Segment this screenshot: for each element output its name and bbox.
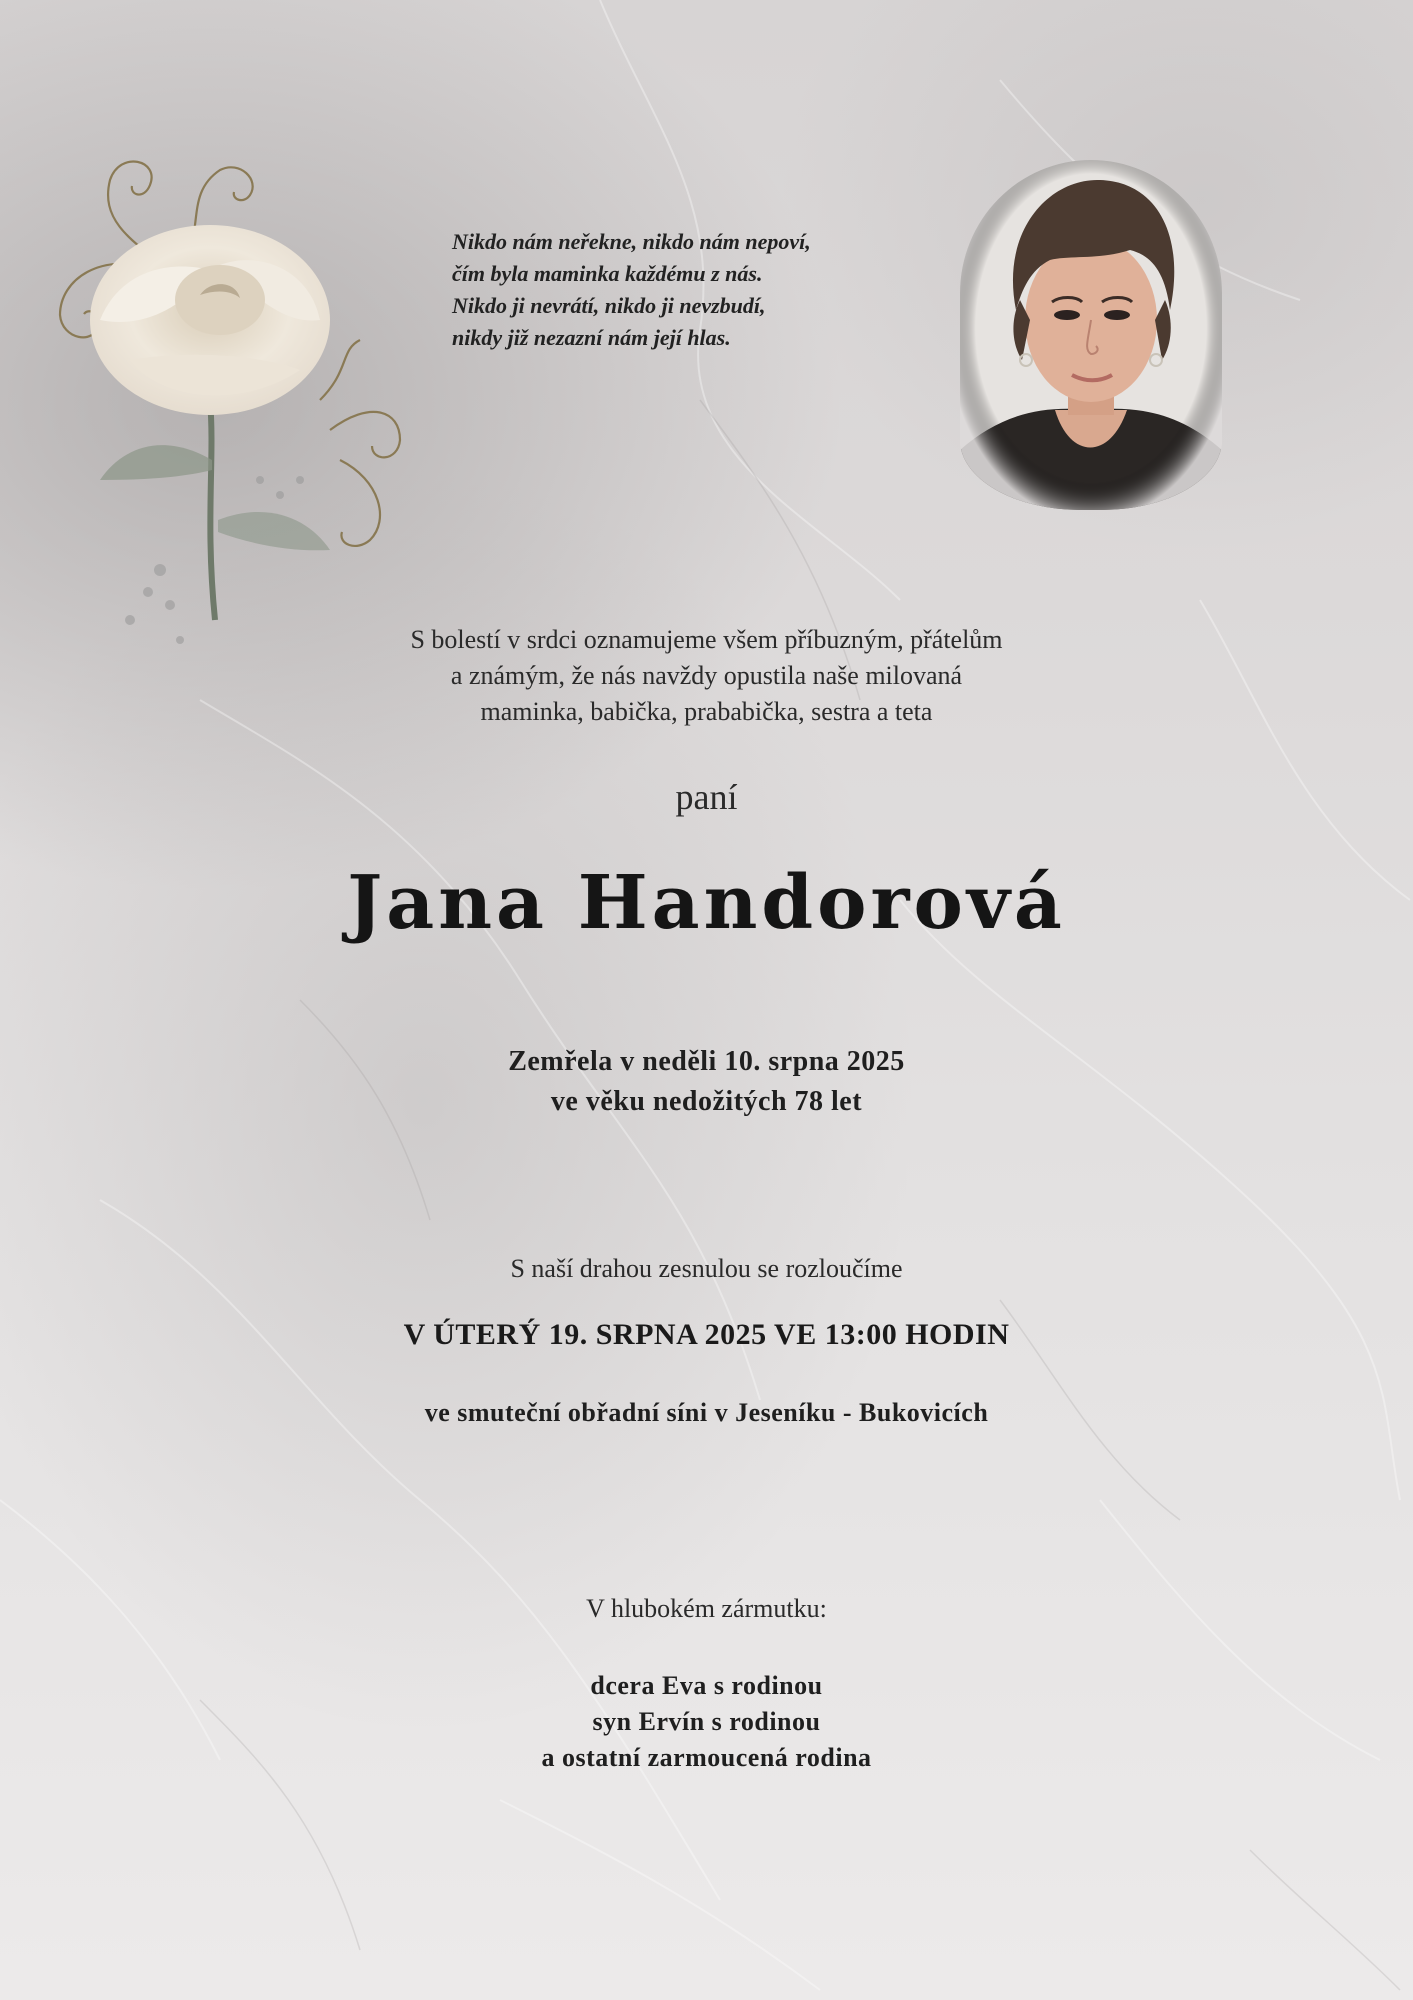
mourning-heading: V hlubokém zármutku: — [586, 1594, 827, 1623]
mourner-line: syn Ervín s rodinou — [592, 1707, 821, 1736]
farewell-datetime: V ÚTERÝ 19. SRPNA 2025 VE 13:00 HODIN — [403, 1318, 1010, 1351]
death-date: Zemřela v neděli 10. srpna 2025 — [508, 1046, 905, 1077]
portrait-photo — [960, 160, 1222, 510]
farewell-intro: S naší drahou zesnulou se rozloučíme — [510, 1254, 903, 1283]
mourners-list — [0, 1668, 1413, 1776]
poem-line: Nikdo nám neřekne, nikdo nám nepoví, — [452, 229, 811, 254]
death-age: ve věku nedožitých 78 let — [550, 1086, 863, 1117]
mourner-line: a ostatní zarmoucená rodina — [541, 1743, 872, 1772]
announcement-line: S bolestí v srdci oznamujeme všem příbuzným, přátelům — [410, 625, 1003, 654]
announcement-line: a známým, že nás navždy opustila naše milovaná — [450, 661, 963, 690]
poem-line: nikdy již nezazní nám její hlas. — [452, 325, 731, 350]
poem-line: Nikdo ji nevrátí, nikdo ji nevzbudí, — [452, 293, 766, 318]
rose-ornament — [40, 100, 460, 700]
memorial-poem — [452, 226, 932, 354]
farewell-place: ve smuteční obřadní síni v Jeseníku - Bukovicích — [424, 1398, 989, 1427]
announcement-text — [0, 622, 1413, 730]
announcement-line: maminka, babička, prababička, sestra a teta — [480, 697, 933, 726]
deceased-name: Jana Handorová — [347, 860, 1066, 946]
honorific: paní — [675, 777, 738, 817]
mourner-line: dcera Eva s rodinou — [590, 1671, 823, 1700]
death-info — [0, 1042, 1413, 1122]
poem-line: čím byla maminka každému z nás. — [452, 261, 763, 286]
